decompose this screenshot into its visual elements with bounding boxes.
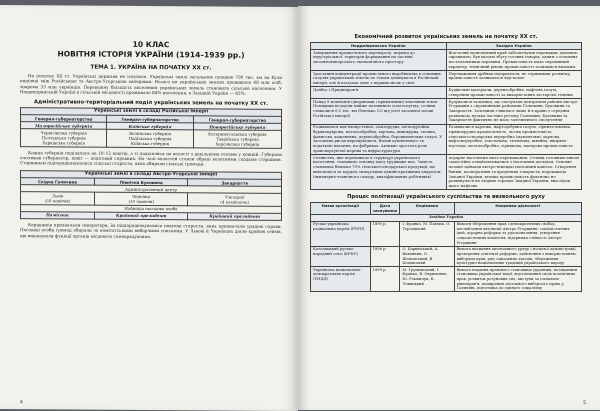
table-cell: Завершення промислового перевороту, перехід до індустріальної, територія формування на частині загальноімперського економічного простору bbox=[311, 50, 447, 71]
table-row bbox=[311, 124, 582, 154]
table-cell: Понад 9 мільйонів (дворянами і приватними) власників землі. Поміщики володіли майже половиною сільгоспугідь; селяни стикалися 6,1 тис. км (близько 1/2 від усієї загальної площі Російської імперії) bbox=[311, 98, 447, 124]
table-cell: О. Барвінський, А. Вахнянин, О. Щепанський, В. Коцовський bbox=[400, 246, 454, 267]
table-row bbox=[311, 155, 582, 190]
class-heading: 10 КЛАС bbox=[132, 39, 170, 50]
table-cell: Малоросійське губернія bbox=[21, 122, 107, 130]
table-cell: Будівельні матеріали, деревообробна, нафтова галузі, створення промисловості за використання застарілої техніки bbox=[446, 87, 582, 99]
table-header: Керівники bbox=[400, 203, 454, 214]
table-cell: Вимога надання правового становища українців, поліпшення становища української нації; відстоювання своїх політичних прав, розвиток розумових сил, виступи за соціальне рівноправ'я, поширення загального виборчого права у Галичині, підготовка до єдиного соціалізму bbox=[454, 267, 581, 292]
table-cell: Вимога визнання автономного уряду і місцевої адміністрації, проведення освітньої реформи, здійснення з використанням виборчих прав, ряд соціальних заходів, збереження культурно-національних традицій українського народу bbox=[454, 246, 581, 267]
table-row bbox=[311, 71, 582, 87]
table-header: Наддніпрянська Україна bbox=[311, 43, 447, 50]
left-page-content bbox=[20, 39, 282, 240]
table-row bbox=[311, 98, 582, 124]
table-cell: 1896 р. bbox=[370, 246, 400, 267]
table-row bbox=[311, 50, 582, 71]
table-cell: Зростання концентрації промислового виробництва в основних галузях українських земель по тільки домінувала в Російській імперії, але й посідала одне з перших місць у світі bbox=[311, 71, 447, 87]
economy-table bbox=[310, 42, 582, 190]
intro-paragraph: На початку XX ст. Українські держави не існувало. Українські землі загальною площею 700 тис. км кв були поділені між Російською та Австро-Угорською імперіями. Всього на українських землях проживало 48 млн осіб, зокрема 33 млн українців. Переважну більшість населення українських земель становило сільське населення. У Наддніпрянській Україні в сільській місцевості проживало 84% населення, в Західній Україні — 85%. bbox=[20, 73, 282, 96]
table-cell: Ужгород (4 комітати) bbox=[188, 193, 282, 206]
table-cell: І. Франко, М. Павлик, О. Терлецький bbox=[400, 221, 454, 246]
table-cell: Намісник bbox=[21, 211, 95, 219]
table-cell: Католицький русько-народний союз (КРНС) bbox=[311, 246, 371, 267]
right-page-content bbox=[310, 34, 582, 292]
page-title: НОВІТНЯ ІСТОРІЯ УКРАЇНИ (1914–1939 рр.) bbox=[57, 49, 245, 60]
table-cell: Аграрне населення мало переважання. Селяни головним чином самостійно ознайомлювалися з іноземним досвідом. Основні позиції займали австро-німецькі іноземний капітал. Створення банків, кооперативів та кредитних товариств, переважала Західної України, велика промисловість фактично не розвинулася на східних теренах Західної України, внаслідок цього нафтова bbox=[446, 155, 582, 190]
table-cell: Українська національно-демократична партія (УНДП) bbox=[311, 267, 371, 292]
table-caption: Українські землі в складі Російської імперії bbox=[21, 107, 282, 116]
table-row bbox=[311, 246, 582, 267]
table-cell: Найвища посадова особа bbox=[21, 204, 282, 213]
econ-heading: Економічний розвиток українських земель на початку XX ст. bbox=[354, 34, 538, 40]
table-cell: Чернівці (10 повітів) bbox=[94, 192, 188, 205]
au-paragraph: Керівників призначали імператори, їм підпорядковувалися повітові старости, яких призначали урядові справи. Посадові особи громад обирали за комітатськими виборчими списками. У Львові й Чернівцях діяли крайові сейми, що виконували функції органів місцевого самоврядування. bbox=[20, 222, 282, 239]
table-cell: Волинська губернія Подільська губернія Київська губернія bbox=[107, 130, 193, 148]
table-header: Північна Буковина bbox=[94, 178, 188, 186]
table-cell: Русько-українська радикальна партія (РУРП) bbox=[311, 221, 371, 246]
table-cell: 1899 р. bbox=[370, 267, 400, 292]
table-cell: Катеринославська губернія Таврійська губернія Херсонська губернія bbox=[193, 130, 281, 148]
table-cell: Адміністративний центр bbox=[21, 185, 282, 194]
table-caption: Українські землі в складі Австро-Угорської імперії bbox=[21, 170, 282, 179]
region-row: Західна Україна bbox=[311, 214, 582, 221]
table-row bbox=[311, 267, 582, 292]
table-header: Назва організації bbox=[311, 203, 371, 214]
table-header: Генерал-губернаторство bbox=[107, 115, 193, 123]
table-cell: Вимоги збереження прав і демократичних свобод, поглиблення автономії Австро-Угорщини, соціалістичних ідей, аграрна реформа та удосконалення, утворення соціалістичних комітетів, підтримка стійкості Австро-Угорщини bbox=[454, 221, 581, 246]
table-header: Напрямки діяльності bbox=[454, 203, 581, 214]
austria-hungary-table bbox=[20, 170, 282, 221]
topic-heading: ТЕМА 1. УКРАЇНА НА ПОЧАТКУ XX ст. bbox=[90, 64, 212, 72]
table-row bbox=[311, 221, 582, 246]
parties-heading: Процес політизації українського суспільства та визвольного руху bbox=[347, 194, 545, 201]
russian-empire-table bbox=[20, 107, 282, 149]
ru-paragraph: Кожна губернія поділялася на 10–12 повітів, а ті поділялися на волості з декількома селами у кожній. Губернію очолював губернатор, повіт — повітовий справник. На чолі волостей стояли обрані волосними сходами старшини. Старшинам підпорядковувалися сільські старости, яких обирали сільські громади. bbox=[20, 149, 282, 167]
table-cell: Розвивалися ков'ячокустільні, залізорудна, металургійна, бурякоцукрова, металообробна, харчова, винокурна, скляна, фаянсова, кожевенна, деревообробна, борошномельна галузі. У загальних рисах вирощувалися, Вплив купівельного та податкові питання, на фабриках. Активно зростала роль транспортуючої мережі та інфраструктури bbox=[311, 124, 447, 154]
table-cell: М. Грушевський, І. Франко, В. Охримович, Ю. Романчук, К. Левицький bbox=[400, 267, 454, 292]
table-cell: Новоросійське губернія bbox=[193, 123, 281, 131]
table-header: Генерал-губернаторство bbox=[193, 116, 281, 124]
table-cell: Львів (50 повітів) bbox=[21, 192, 95, 205]
table-cell: Донбас і Придніпров'я bbox=[311, 87, 447, 99]
table-cell: Розвивалися харчова, нафтодобувна галузь, гірничо-хімічна, гірничорудна промисловість, лісова промисловість, сільськогосподарська переробна (мукомельні, харчова, нафтопереробна, текстильна, тютюнова, швейна, шкіряно-взуттєва, металообробна, сірникова, паперова промисловість bbox=[446, 124, 582, 154]
page-number: 4 bbox=[20, 400, 23, 406]
table-header: Закарпаття bbox=[188, 179, 282, 187]
table-cell: Чернігівська губернія Полтавська губернія Харківська губернія bbox=[21, 129, 107, 147]
table-header: Західна Україна bbox=[446, 43, 582, 50]
right-page bbox=[298, 6, 600, 410]
table-header: Східна Галичина bbox=[21, 178, 95, 186]
admin-heading: Адміністративно-територіальний поділ українських земель на початку XX ст. bbox=[34, 98, 268, 107]
table-cell: Відсталий економічний край забезпечував переважно дешевою сировиною, був місцем збуту готових товарів, одним з основних постачальників сировини. Промисловість мала сировинний характер, технічний рівень промисловості залишався низьким bbox=[446, 50, 582, 71]
parties-table bbox=[310, 202, 582, 292]
table-header: Дата заснування bbox=[370, 203, 400, 214]
left-page bbox=[0, 5, 298, 411]
table-header: Генерал-губернаторство bbox=[21, 115, 107, 123]
table-cell: Будувалися залізниці, що сполучали центральні райони Австро-Угорщини з сировинними районами Галичини, Буковини та Закарпаття. Залізниця з'явилась лише й в країні з середнім розвитком, вузька частина регіону Галичини, Буковини та Закарпаття фактично не мало залізничного сполучення bbox=[446, 98, 582, 124]
table-cell: Крайовий президент bbox=[94, 212, 188, 220]
table-cell: Київське губернія bbox=[107, 122, 193, 130]
page-number: 5 bbox=[583, 401, 586, 406]
table-row bbox=[311, 87, 582, 99]
table-cell: Селянство, яке переважало в структурі українського населення, становило основну масу трудящих мас. Замість становила близько 70% сільськогосподарської продукції, що вивозилася за кордон, імперським адміністративним апаратом, (інженерно-технічного складу, кваліфікованих робітників) bbox=[311, 155, 447, 190]
table-cell: Крайовий президент bbox=[188, 213, 282, 221]
table-cell: Переважання дрібних підприємств; не отримавши розвитку, промисловість залишалася відсталою bbox=[446, 71, 582, 87]
table-cell: 1890 р. bbox=[370, 221, 400, 246]
